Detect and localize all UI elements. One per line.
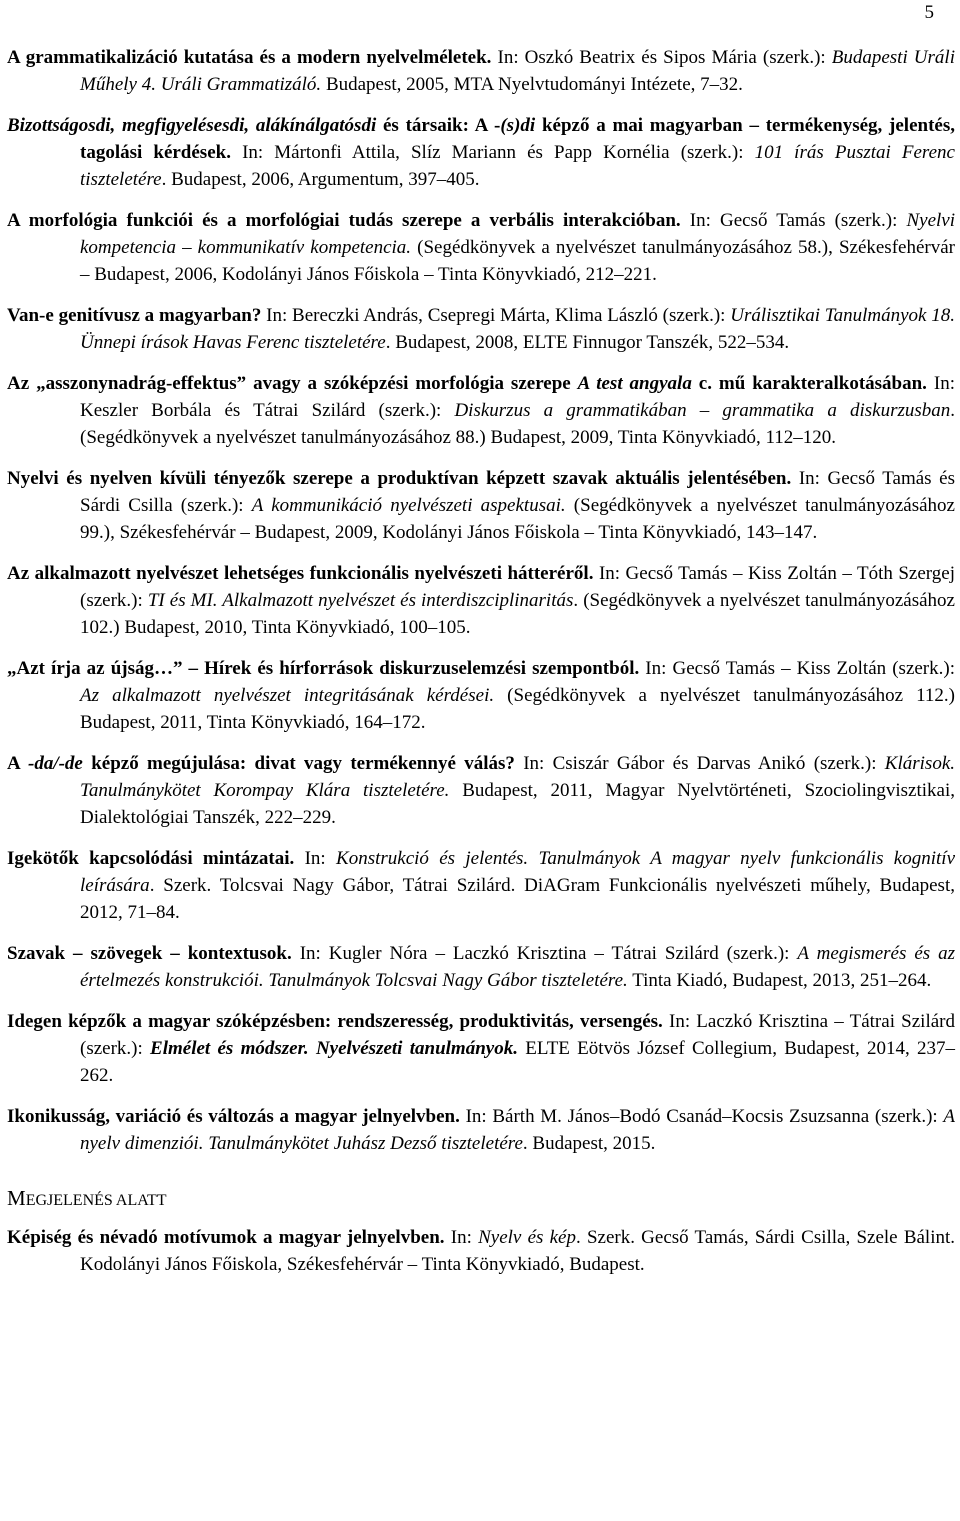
entry-title: Van-e genitívusz a magyarban? xyxy=(7,305,262,326)
entry-text: . Budapest, 2008, ELTE Finnugor Tanszék, 522–534. xyxy=(385,332,790,353)
publication-list xyxy=(7,44,955,1157)
entry-title: c. mű karakteralkotásában. xyxy=(691,373,927,394)
entry-title xyxy=(500,115,535,136)
entry-source-title: A nyelv dimenziói. Tanulmánykötet Juhász Dezső tiszteletére xyxy=(80,1106,955,1154)
entry-source-title: Budapesti Uráli Műhely 4. Uráli Grammatizáló. xyxy=(80,47,955,95)
entry-text: In: Bárth M. János–Bodó Csanád–Kocsis Zsuzsanna (szerk.): xyxy=(459,1106,944,1127)
entry-text: Budapest, 2005, MTA Nyelvtudományi Intézete, 7–32. xyxy=(321,74,743,95)
entry-text: (Segédkönyvek a nyelvészet tanulmányozásához 58.), Székesfehérvár – Budapest, 2006, Kodolányi János Főiskola – Tinta Könyvkiadó, 212–221. xyxy=(80,237,955,285)
bibliography-entry xyxy=(7,655,955,736)
forthcoming-list xyxy=(7,1224,955,1278)
entry-title-italic: Bizottságosdi, megfigyelésesdi, alákínálgatósdi xyxy=(7,115,377,136)
entry-source-title: Nyelvi kompetencia – kommunikatív kompetencia. xyxy=(80,210,955,258)
entry-text: ELTE Eötvös József Collegium, Budapest, 2014, 237–262. xyxy=(80,1038,955,1086)
entry-source-title: Urálisztikai Tanulmányok 18. Ünnepi írások Havas Ferenc tiszteletére xyxy=(80,305,956,353)
entry-title xyxy=(150,1038,518,1059)
entry-title: Ikonikusság, variáció és változás a magyar jelnyelvben. xyxy=(7,1106,460,1127)
entry-title: Idegen képzők a magyar szóképzésben: rendszeresség, produktivitás, versengés. xyxy=(7,1011,663,1032)
entry-text: . (Segédkönyvek a nyelvészet tanulmányozásához 88.) Budapest, 2009, Tinta Könyvkiadó, 112–120. xyxy=(80,400,955,448)
entry-title-italic: Elmélet és módszer. Nyelvészeti tanulmányok. xyxy=(150,1038,518,1059)
entry-title: képző megújulása: divat vagy termékennyé válás? xyxy=(82,753,515,774)
entry-title: Nyelvi és nyelven kívüli tényezők szerepe a produktívan képzett szavak aktuális jelentésében. xyxy=(7,468,792,489)
entry-text: . (Segédkönyvek a nyelvészet tanulmányozásához 102.) Budapest, 2010, Tinta Könyvkiadó, 100–105. xyxy=(80,590,955,638)
entry-text: In: xyxy=(294,848,337,869)
bibliography-entry xyxy=(7,302,955,356)
bibliography-entry xyxy=(7,1103,955,1157)
entry-title-italic: (s)di xyxy=(500,115,536,136)
bibliography-entry xyxy=(7,370,955,451)
entry-text: In: Bereczki András, Csepregi Márta, Klima László (szerk.): xyxy=(261,305,731,326)
entry-text: . Szerk. Gecső Tamás, Sárdi Csilla, Szele Bálint. Kodolányi János Főiskola, Székesfehérvár – Tinta Könyvkiadó, Budapest. xyxy=(80,1227,956,1275)
entry-text: In: xyxy=(444,1227,479,1248)
entry-source-title: Klárisok. Tanulmánykötet Korompay Klára tiszteletére. xyxy=(80,753,955,801)
section-heading xyxy=(7,1185,955,1214)
entry-title: képző a mai magyarban – termékenység, jelentés, tagolási kérdések. xyxy=(80,115,955,163)
entry-text: In: Laczkó Krisztina – Tátrai Szilárd (szerk.): xyxy=(80,1011,955,1059)
entry-text: . Budapest, 2006, Argumentum, 397–405. xyxy=(161,169,480,190)
entry-title: A xyxy=(7,753,28,774)
entry-source-title: Az alkalmazott nyelvészet integritásának kérdései. xyxy=(80,685,495,706)
bibliography-entry xyxy=(7,940,955,994)
entry-title: A morfológia funkciói és a morfológiai tudás szerepe a verbális interakcióban. xyxy=(7,210,681,231)
bibliography-entry xyxy=(7,845,955,926)
bibliography-entry xyxy=(7,560,955,641)
entry-text: . Budapest, 2015. xyxy=(522,1133,656,1154)
entry-title xyxy=(578,373,692,394)
entry-text: In: Mártonfi Attila, Slíz Mariann és Papp Kornélia (szerk.): xyxy=(230,142,755,163)
entry-text: Budapest, 2011, Magyar Nyelvtörténeti, Szociolingvisztikai, Dialektológiai Tanszék, 222–229. xyxy=(80,780,955,828)
entry-title: „Azt írja az újság…” – Hírek és hírforrások diskurzuselemzési szempontból. xyxy=(7,658,640,679)
entry-text: Tinta Kiadó, Budapest, 2013, 251–264. xyxy=(627,970,932,991)
entry-source-title: A kommunikáció nyelvészeti aspektusai. xyxy=(251,495,566,516)
entry-title xyxy=(28,753,83,774)
entry-title: Szavak – szövegek – kontextusok. xyxy=(7,943,292,964)
section-heading-initial: M xyxy=(7,1186,26,1210)
entry-text: In: Csiszár Gábor és Darvas Anikó (szerk.): xyxy=(514,753,885,774)
entry-text: (Segédkönyvek a nyelvészet tanulmányozásához 112.) Budapest, 2011, Tinta Könyvkiadó, 164–172. xyxy=(80,685,956,733)
entry-source-title: 101 írás Pusztai Ferenc tiszteletére xyxy=(80,142,955,190)
entry-title: Az alkalmazott nyelvészet lehetséges funkcionális nyelvészeti hátteréről. xyxy=(7,563,594,584)
entry-text: In: Gecső Tamás és Sárdi Csilla (szerk.): xyxy=(80,468,955,516)
entry-text: In: Gecső Tamás (szerk.): xyxy=(680,210,907,231)
section-heading-rest: EGJELENÉS ALATT xyxy=(25,1192,167,1209)
entry-title: és társaik: A - xyxy=(376,115,501,136)
entry-text: In: Gecső Tamás – Kiss Zoltán – Tóth Szergej (szerk.): xyxy=(80,563,955,611)
bibliography-entry xyxy=(7,207,955,288)
entry-title: A grammatikalizáció kutatása és a modern nyelvelméletek. xyxy=(7,47,492,68)
bibliography xyxy=(7,44,955,1292)
entry-source-title: TI és MI. Alkalmazott nyelvészet és interdiszciplinaritás xyxy=(147,590,574,611)
entry-title: Az „asszonynadrág-effektus” avagy a szóképzési morfológia szerepe xyxy=(7,373,578,394)
entry-text: In: Kugler Nóra – Laczkó Krisztina – Tátrai Szilárd (szerk.): xyxy=(291,943,798,964)
bibliography-entry xyxy=(7,1224,955,1278)
bibliography-entry xyxy=(7,112,955,193)
bibliography-entry xyxy=(7,44,955,98)
entry-text: . Szerk. Tolcsvai Nagy Gábor, Tátrai Szilárd. DiAGram Funkcionális nyelvészeti műhely, Budapest, 2012, 71–84. xyxy=(80,875,955,923)
bibliography-entry xyxy=(7,750,955,831)
entry-text: (Segédkönyvek a nyelvészet tanulmányozásához 99.), Székesfehérvár – Budapest, 2009, Kodolányi János Főiskola – Tinta Könyvkiadó, 143–147. xyxy=(80,495,955,543)
entry-source-title: Diskurzus a grammatikában – grammatika a diskurzusban xyxy=(454,400,951,421)
entry-title xyxy=(7,115,376,136)
entry-source-title: Nyelv és kép xyxy=(478,1227,576,1248)
entry-title: Képiség és névadó motívumok a magyar jelnyelvben. xyxy=(7,1227,445,1248)
entry-title-italic: A test angyala xyxy=(577,373,692,394)
entry-text: In: Keszler Borbála és Tátrai Szilárd (szerk.): xyxy=(80,373,955,421)
bibliography-entry xyxy=(7,1008,955,1089)
entry-text: In: Oszkó Beatrix és Sipos Mária (szerk.): xyxy=(491,47,832,68)
entry-source-title: A megismerés és az értelmezés konstrukciói. Tanulmányok Tolcsvai Nagy Gábor tiszteletére. xyxy=(80,943,956,991)
page-number: 5 xyxy=(924,2,934,23)
bibliography-entry xyxy=(7,465,955,546)
entry-source-title: Konstrukció és jelentés. Tanulmányok A magyar nyelv funkcionális kognitív leírására xyxy=(80,848,955,896)
entry-title-italic: -da/-de xyxy=(28,753,83,774)
entry-title: Igekötők kapcsolódási mintázatai. xyxy=(7,848,295,869)
entry-text: In: Gecső Tamás – Kiss Zoltán (szerk.): xyxy=(639,658,955,679)
